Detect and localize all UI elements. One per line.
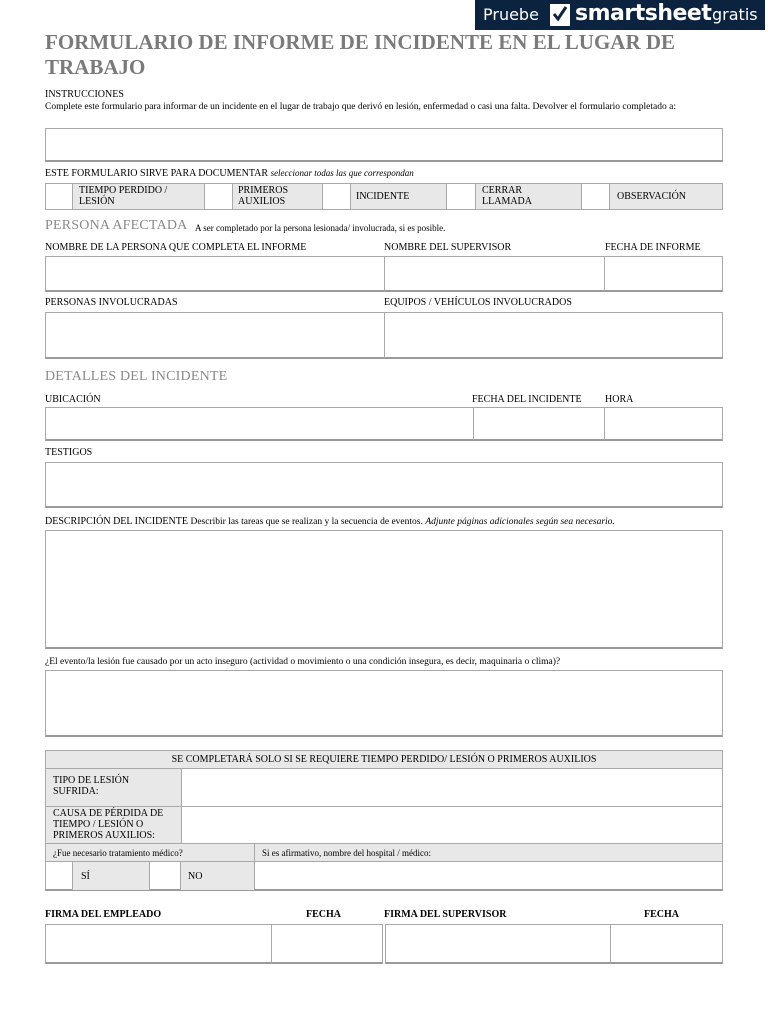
witnesses-label: TESTIGOS xyxy=(45,447,93,458)
persons-involved-field[interactable] xyxy=(46,313,384,358)
option-close-call-line1: CERRAR xyxy=(482,185,523,196)
checkbox-first-aid[interactable] xyxy=(204,184,232,209)
affected-section-heading: PERSONA AFECTADA xyxy=(45,218,188,233)
documents-heading xyxy=(45,168,414,179)
description-field[interactable] xyxy=(45,530,723,649)
lost-time-table xyxy=(45,750,723,891)
details-section-heading: DETALLES DEL INCIDENTE xyxy=(45,369,228,384)
smartsheet-logo-icon xyxy=(550,4,570,26)
checkbox-incident[interactable] xyxy=(322,184,350,209)
employee-signature-field[interactable] xyxy=(46,925,271,963)
location-label: UBICACIÓN xyxy=(45,394,101,405)
injury-type-label-l2: SUFRIDA: xyxy=(53,786,99,797)
cause-label-l2: TIEMPO / LESIÓN O xyxy=(53,819,144,830)
treatment-no-label: NO xyxy=(188,871,203,882)
return-to-field[interactable] xyxy=(45,128,723,162)
option-lost-time xyxy=(72,184,204,209)
instructions-heading: INSTRUCCIONES xyxy=(45,89,124,100)
incident-date-field[interactable] xyxy=(474,408,604,440)
unsafe-act-question: ¿El evento/la lesión fue causado por un acto inseguro (actividad o movimiento o una condición insegura, es decir, maquinaria o clima)? xyxy=(45,657,561,667)
incident-date-label: FECHA DEL INCIDENTE xyxy=(472,394,582,405)
incident-time-field[interactable] xyxy=(605,408,722,440)
instructions-text: Complete este formulario para informar de un incidente en el lugar de trabajo que derivó en lesión, enfermedad o casi una falta. Devolver el formulario completado a: xyxy=(45,102,676,112)
option-observation xyxy=(609,184,722,209)
treatment-question: ¿Fue necesario tratamiento médico? xyxy=(53,848,183,858)
cause-field[interactable] xyxy=(182,807,722,844)
checkbox-observation[interactable] xyxy=(581,184,609,209)
reporter-name-label: NOMBRE DE LA PERSONA QUE COMPLETA EL INFORME xyxy=(45,242,307,253)
description-label-row xyxy=(45,516,615,528)
lost-time-header-text: SE COMPLETARÁ SOLO SI SE REQUIERE TIEMPO PERDIDO/ LESIÓN O PRIMEROS AUXILIOS xyxy=(171,754,597,765)
supervisor-signature-field[interactable] xyxy=(386,925,610,963)
injury-type-label-l1: TIPO DE LESIÓN xyxy=(53,775,130,786)
checkbox-lost-time[interactable] xyxy=(46,184,72,209)
documents-note: seleccionar todas las que correspondan xyxy=(270,168,414,178)
employee-date-label: FECHA xyxy=(306,909,341,920)
description-note: Describir las tareas que se realizan y la secuencia de eventos. xyxy=(190,517,423,527)
treatment-yes-cell xyxy=(73,862,150,890)
option-observation-line1: OBSERVACIÓN xyxy=(617,191,687,202)
option-first-aid-line1: PRIMEROS xyxy=(238,185,289,196)
page-title: FORMULARIO DE INFORME DE INCIDENTE EN EL LUGAR DE TRABAJO xyxy=(45,30,676,79)
option-close-call xyxy=(475,184,581,209)
affected-note: A ser completado por la persona lesionada/ involucrada, si es posible. xyxy=(195,223,446,233)
equipment-involved-field[interactable] xyxy=(385,313,722,358)
injury-type-field[interactable] xyxy=(182,769,722,807)
witnesses-field[interactable] xyxy=(45,462,723,508)
description-label: DESCRIPCIÓN DEL INCIDENTE xyxy=(45,516,188,527)
cause-label-l1: CAUSA DE PÉRDIDA DE xyxy=(53,808,164,819)
employee-signature-label: FIRMA DEL EMPLEADO xyxy=(45,909,162,920)
option-close-call-line2: LLAMADA xyxy=(482,196,532,207)
report-date-label: FECHA DE INFORME xyxy=(605,242,701,253)
banner-free-label: gratis xyxy=(712,5,758,24)
lost-time-header xyxy=(46,751,722,769)
checkbox-treatment-no[interactable] xyxy=(150,862,181,890)
persons-involved-label: PERSONAS INVOLUCRADAS xyxy=(45,297,178,308)
location-field[interactable] xyxy=(46,408,473,440)
hospital-label-cell xyxy=(255,844,722,862)
equipment-involved-label: EQUIPOS / VEHÍCULOS INVOLUCRADOS xyxy=(384,297,572,308)
banner-brand: smartsheet xyxy=(575,1,712,26)
unsafe-act-field[interactable] xyxy=(45,670,723,737)
cause-label-l3: PRIMEROS AUXILIOS: xyxy=(53,830,155,841)
details-row-1 xyxy=(45,407,723,441)
supervisor-name-field[interactable] xyxy=(385,257,604,291)
option-incident-line1: INCIDENTE xyxy=(356,191,410,202)
supervisor-date-field[interactable] xyxy=(611,925,722,963)
option-first-aid-line2: AUXILIOS xyxy=(238,196,286,207)
employee-date-field[interactable] xyxy=(272,925,382,963)
affected-row-1 xyxy=(45,256,723,292)
hospital-field[interactable] xyxy=(255,862,722,890)
checkbox-treatment-yes[interactable] xyxy=(46,862,73,890)
option-lost-time-line1: TIEMPO PERDIDO / xyxy=(79,185,168,196)
document-type-row xyxy=(45,183,723,210)
description-note-italic: Adjunte páginas adicionales según sea necesario. xyxy=(425,517,615,527)
report-date-field[interactable] xyxy=(605,257,722,291)
treatment-no-cell xyxy=(181,862,255,890)
checkbox-close-call[interactable] xyxy=(446,184,475,209)
option-lost-time-line2: LESIÓN xyxy=(79,196,115,207)
option-incident xyxy=(350,184,446,209)
incident-time-label: HORA xyxy=(605,394,634,405)
supervisor-name-label: NOMBRE DEL SUPERVISOR xyxy=(384,242,512,253)
smartsheet-banner[interactable] xyxy=(475,0,765,30)
supervisor-signature-label: FIRMA DEL SUPERVISOR xyxy=(384,909,507,920)
treatment-yes-label: SÍ xyxy=(81,871,90,882)
supervisor-date-label: FECHA xyxy=(644,909,679,920)
supervisor-signature-row xyxy=(385,924,723,964)
hospital-label: Si es afirmativo, nombre del hospital / médico: xyxy=(262,848,431,858)
affected-row-2 xyxy=(45,312,723,359)
cause-label-cell xyxy=(46,807,182,844)
documents-heading-text: ESTE FORMULARIO SIRVE PARA DOCUMENTAR xyxy=(45,168,269,179)
employee-signature-row xyxy=(45,924,383,964)
reporter-name-field[interactable] xyxy=(46,257,384,291)
banner-try-label: Pruebe xyxy=(483,5,539,24)
option-first-aid xyxy=(232,184,322,209)
injury-type-label-cell xyxy=(46,769,182,807)
treatment-question-cell xyxy=(46,844,255,862)
